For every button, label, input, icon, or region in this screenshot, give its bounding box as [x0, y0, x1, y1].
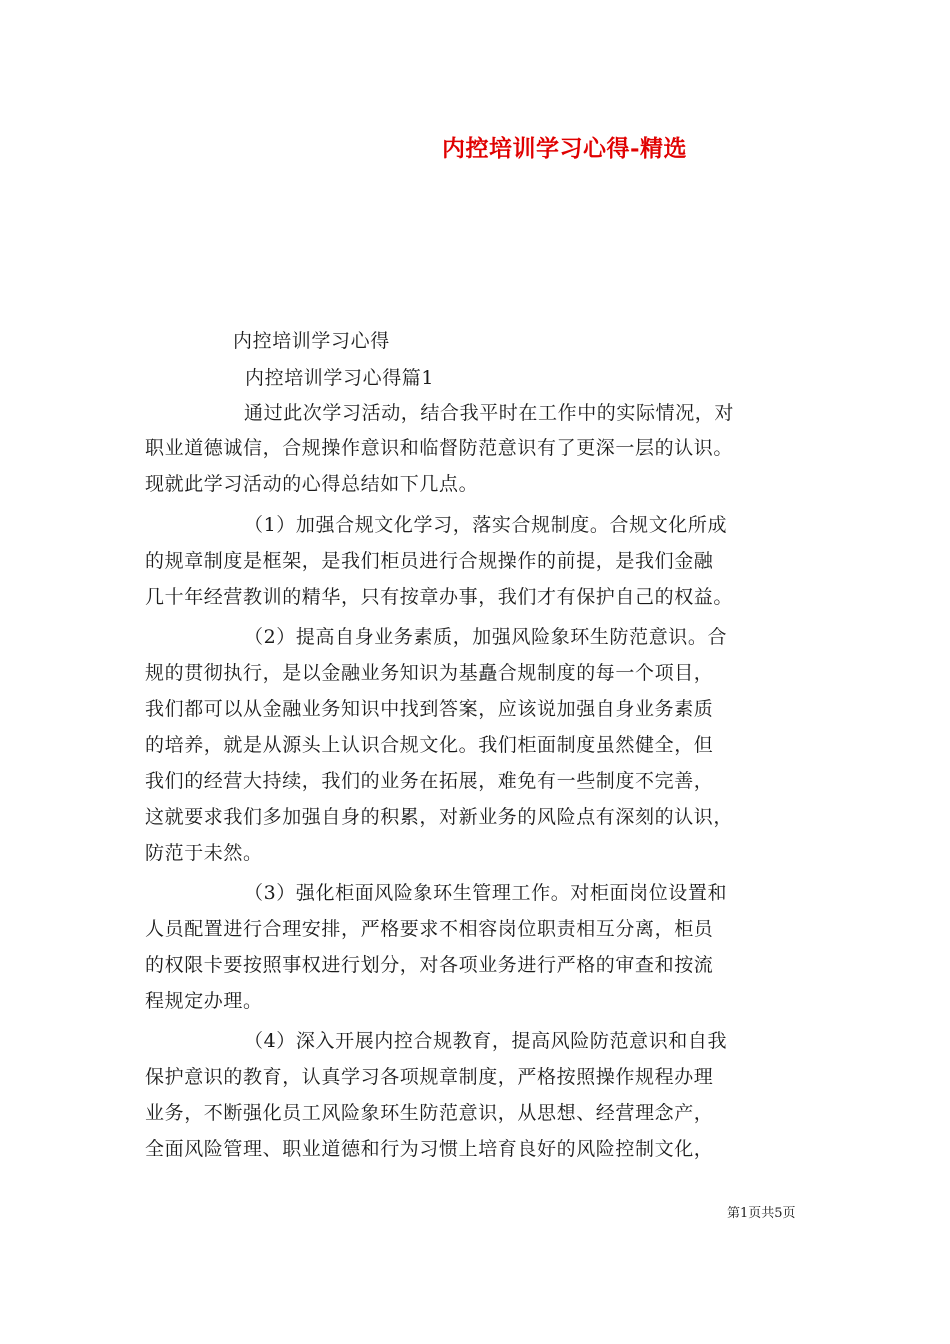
body-line: （2）提高自身业务素质，加强风险象环生防范意识。合 [244, 626, 728, 648]
body-line: 规的贯彻执行，是以金融业务知识为基矗合规制度的每一个项目， [145, 662, 714, 684]
body-line: 的培养，就是从源头上认识合规文化。我们柜面制度虽然健全，但 [145, 734, 714, 756]
body-line: 保护意识的教育，认真学习各项规章制度，严格按照操作规程办理 [145, 1066, 714, 1088]
body-line: 防范于未然。 [145, 842, 263, 864]
body-line: 这就要求我们多加强自身的积累，对新业务的风险点有深刻的认识， [145, 806, 734, 828]
body-line: 我们的经营大持续，我们的业务在拓展，难免有一些制度不完善， [145, 770, 714, 792]
body-line: 通过此次学习活动，结合我平时在工作中的实际情况，对 [244, 402, 735, 424]
document-subtitle: 内控培训学习心得 [233, 330, 390, 352]
body-line: 业务，不断强化员工风险象环生防范意识，从思想、经营理念产， [145, 1102, 714, 1124]
body-line: 的规章制度是框架，是我们柜员进行合规操作的前提，是我们金融 [145, 550, 714, 572]
body-line: 我们都可以从金融业务知识中找到答案，应该说加强自身业务素质 [145, 698, 714, 720]
body-line: 职业道德诚信，合规操作意识和临督防范意识有了更深一层的认识。 [145, 437, 734, 459]
body-line: （1）加强合规文化学习，落实合规制度。合规文化所成 [244, 514, 728, 536]
body-line: 几十年经营教训的精华，只有按章办事，我们才有保护自己的权益。 [145, 586, 734, 608]
body-line: 的权限卡要按照事权进行划分，对各项业务进行严格的审查和按流 [145, 954, 714, 976]
body-line: 全面风险管理、职业道德和行为习惯上培育良好的风险控制文化， [145, 1138, 714, 1160]
body-line: 程规定办理。 [145, 990, 263, 1012]
section-heading: 内控培训学习心得篇1 [245, 367, 435, 389]
body-line: 现就此学习活动的心得总结如下几点。 [145, 473, 479, 495]
body-line: 人员配置进行合理安排，严格要求不相容岗位职责相互分离，柜员 [145, 918, 714, 940]
page-number: 第1页共5页 [727, 1206, 796, 1221]
body-line: （4）深入开展内控合规教育，提高风险防范意识和自我 [244, 1030, 728, 1052]
body-line: （3）强化柜面风险象环生管理工作。对柜面岗位设置和 [244, 882, 728, 904]
document-title: 内控培训学习心得-精选 [442, 135, 688, 162]
